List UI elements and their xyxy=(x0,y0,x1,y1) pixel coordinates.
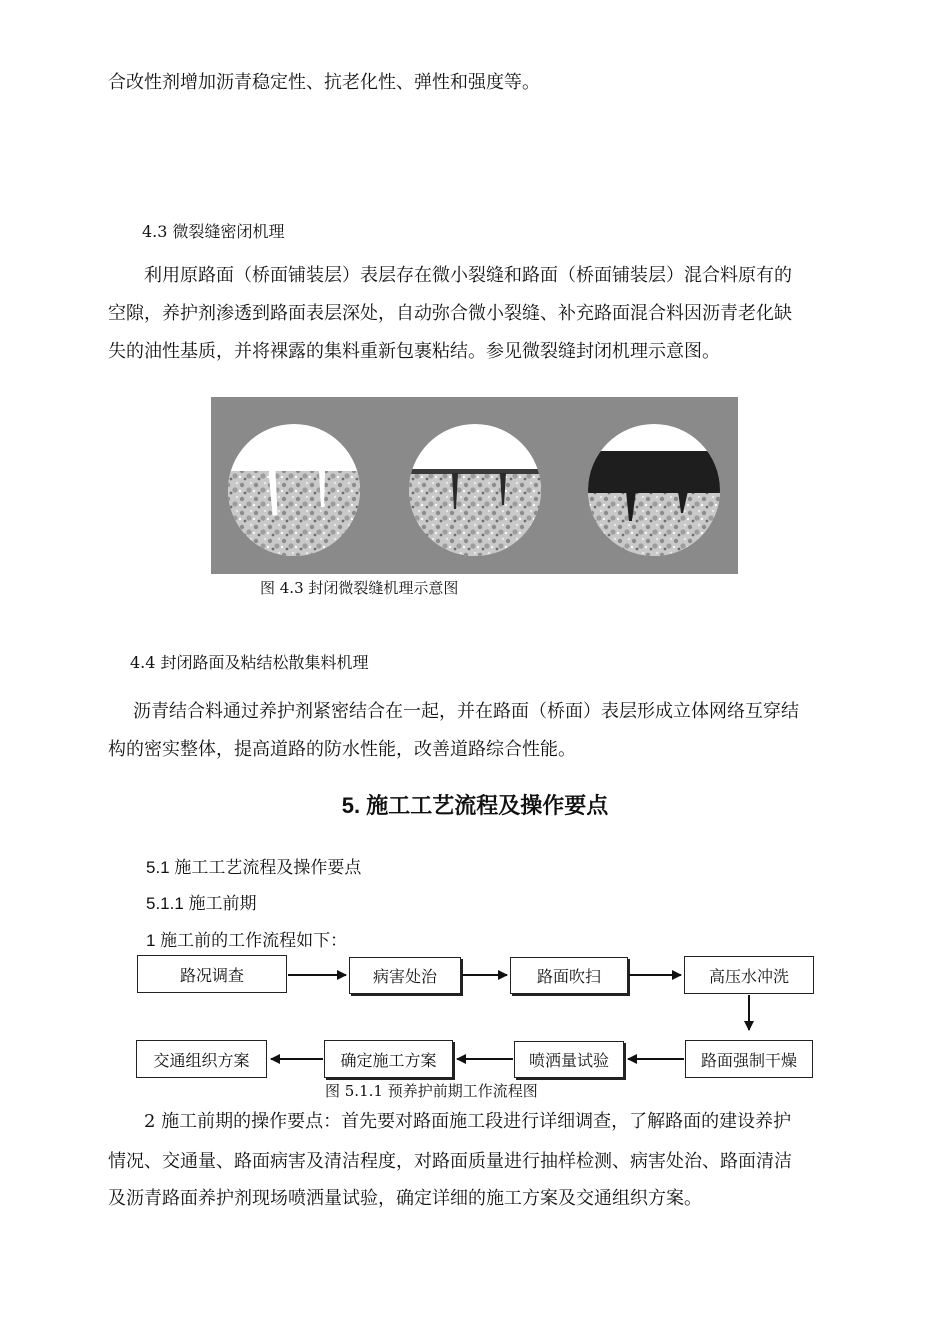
item-2-line2: 情况、交通量、路面病害及清洁程度，对路面质量进行抽样检测、病害处治、路面清洁 xyxy=(108,1151,792,1172)
heading-4-4: 4.4 封闭路面及粘结松散集料机理 xyxy=(130,653,369,672)
flow-step-construction-plan: 确定施工方案 xyxy=(324,1040,453,1078)
heading-4-3: 4.3 微裂缝密闭机理 xyxy=(142,222,285,241)
flow-step-forced-drying: 路面强制干燥 xyxy=(685,1040,813,1078)
heading-5-1: 5.1 施工工艺流程及操作要点 xyxy=(146,858,362,877)
para-4-3-line2: 空隙，养护剂渗透到路面表层深处，自动弥合微小裂缝、补充路面混合料因沥青老化缺 xyxy=(108,303,792,324)
flow-step-spray-test: 喷洒量试验 xyxy=(514,1041,624,1078)
heading-5-1-1: 5.1.1 施工前期 xyxy=(146,894,257,913)
flow-step-high-pressure-wash: 高压水冲洗 xyxy=(684,956,814,994)
section-5-title: 5. 施工工艺流程及操作要点 xyxy=(341,793,609,818)
item-2-line3: 及沥青路面养护剂现场喷洒量试验，确定详细的施工方案及交通组织方案。 xyxy=(108,1188,702,1209)
para-4-4-line1: 沥青结合料通过养护剂紧密结合在一起，并在路面（桥面）表层形成立体网络互穿结 xyxy=(133,701,799,722)
flow-step-distress-treatment: 病害处治 xyxy=(349,957,461,994)
flow-step-surface-blowing: 路面吹扫 xyxy=(510,957,628,994)
intro-paragraph-tail: 合改性剂增加沥青稳定性、抗老化性、弹性和强度等。 xyxy=(108,72,540,93)
para-4-3-line1: 利用原路面（桥面铺装层）表层存在微小裂缝和路面（桥面铺装层）混合料原有的 xyxy=(144,265,792,286)
item-2-line1: 2 施工前期的操作要点：首先要对路面施工段进行详细调查，了解路面的建设养护 xyxy=(144,1111,792,1132)
item-1-text: 1 施工前的工作流程如下： xyxy=(146,931,348,950)
figure-4-3-caption: 图 4.3 封闭微裂缝机理示意图 xyxy=(260,579,459,597)
flow-chart-caption: 图 5.1.1 预养护前期工作流程图 xyxy=(325,1082,538,1100)
para-4-4-line2: 构的密实整体，提高道路的防水性能，改善道路综合性能。 xyxy=(108,739,576,760)
para-4-3-line3: 失的油性基质，并将裸露的集料重新包裹粘结。参见微裂缝封闭机理示意图。 xyxy=(108,341,720,362)
flow-step-road-survey: 路况调查 xyxy=(137,955,287,993)
flow-step-traffic-plan: 交通组织方案 xyxy=(136,1040,267,1078)
